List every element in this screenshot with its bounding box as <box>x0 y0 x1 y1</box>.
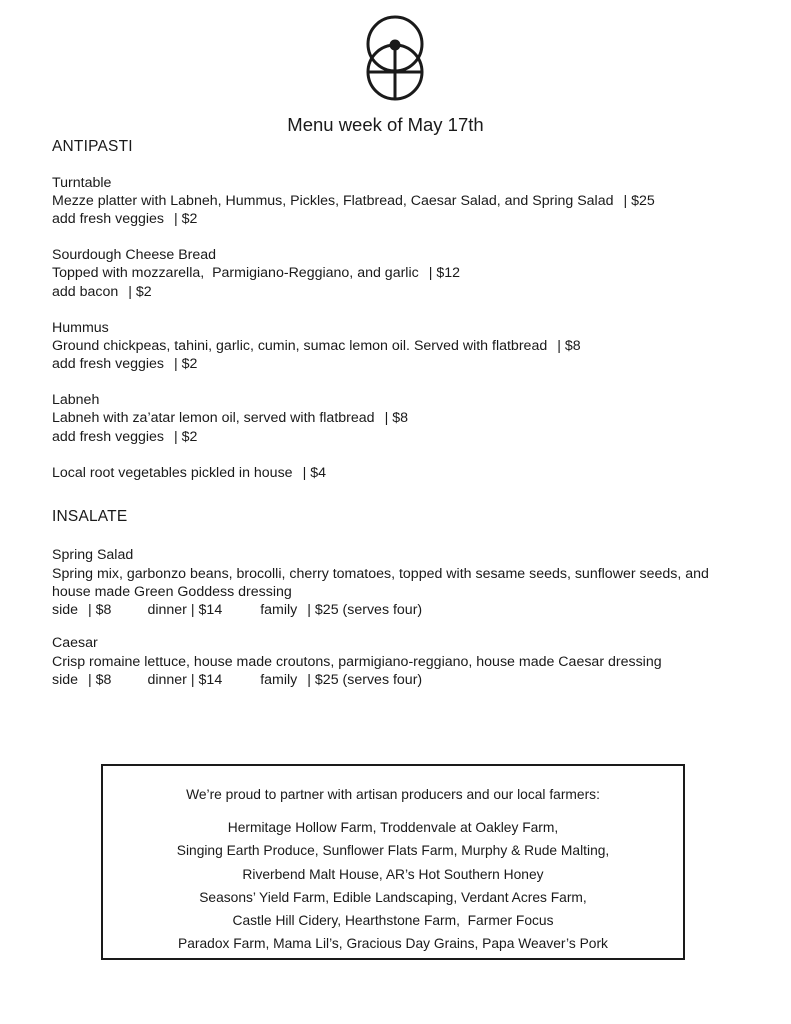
item-desc-labneh <box>52 409 408 427</box>
circle-cross-logo-icon <box>363 14 427 104</box>
size-side: side <box>52 602 79 618</box>
partners-line: Paradox Farm, Mama Lil’s, Gracious Day Grains, Papa Weaver’s Pork <box>178 936 608 952</box>
size-side-price: | $8 <box>88 672 112 688</box>
size-side-price: | $8 <box>88 602 112 618</box>
item-desc-sourdough <box>52 264 460 282</box>
section-heading-antipasti: ANTIPASTI <box>52 138 133 155</box>
item-desc: Local root vegetables pickled in house <box>52 465 293 481</box>
addon-price: | $2 <box>128 284 152 300</box>
item-name-spring-salad: Spring Salad <box>52 547 134 563</box>
size-family-price: | $25 (serves four) <box>307 602 423 618</box>
item-price: | $25 <box>623 193 655 209</box>
size-family-price: | $25 (serves four) <box>307 672 423 688</box>
addon-label: add fresh veggies <box>52 211 164 227</box>
item-desc-hummus <box>52 337 581 355</box>
partners-line: Riverbend Malt House, AR’s Hot Southern Honey <box>242 866 544 882</box>
size-dinner-price: | $14 <box>190 672 223 688</box>
item-desc-turntable <box>52 192 655 210</box>
partners-line: Castle Hill Cidery, Hearthstone Farm, Farmer Focus <box>232 913 554 929</box>
partners-line: Singing Earth Produce, Sunflower Flats Farm, Murphy & Rude Malting, <box>176 843 610 859</box>
item-addon-hummus <box>52 355 197 373</box>
item-name-sourdough: Sourdough Cheese Bread <box>52 247 217 263</box>
item-price: | $4 <box>302 465 326 481</box>
partners-line: Hermitage Hollow Farm, Troddenvale at Oakley Farm, <box>227 820 559 835</box>
item-name-labneh: Labneh <box>52 392 100 408</box>
item-addon-sourdough <box>52 283 152 301</box>
addon-label: add fresh veggies <box>52 429 164 445</box>
partners-list <box>103 816 683 956</box>
size-dinner: dinner <box>147 602 187 618</box>
addon-price: | $2 <box>174 211 198 227</box>
size-family: family <box>260 602 298 618</box>
item-addon-turntable <box>52 210 197 228</box>
item-name-hummus: Hummus <box>52 320 109 336</box>
page-title: Menu week of May 17th <box>287 114 484 135</box>
item-desc-caesar: Crisp romaine lettuce, house made croutons, parmigiano-reggiano, house made Caesar dressing <box>52 654 662 670</box>
section-heading-insalate: INSALATE <box>52 508 128 525</box>
size-dinner-price: | $14 <box>190 602 223 618</box>
item-desc-pickles <box>52 464 326 482</box>
item-desc: Ground chickpeas, tahini, garlic, cumin, sumac lemon oil. Served with flatbread <box>52 338 548 354</box>
item-price: | $8 <box>384 410 408 426</box>
addon-price: | $2 <box>174 429 198 445</box>
item-desc-spring-salad: Spring mix, garbonzo beans, brocolli, cherry tomatoes, topped with sesame seeds, sunflower seeds, and house made Green Goddess dressing <box>52 566 709 600</box>
size-side: side <box>52 672 79 688</box>
item-desc: Labneh with za’atar lemon oil, served with flatbread <box>52 410 375 426</box>
item-name-turntable: Turntable <box>52 175 112 191</box>
addon-price: | $2 <box>174 356 198 372</box>
item-addon-labneh <box>52 428 197 446</box>
item-sizes-spring-salad <box>52 601 422 619</box>
item-name-caesar: Caesar <box>52 635 98 651</box>
size-family: family <box>260 672 298 688</box>
partners-box <box>101 764 685 960</box>
item-desc: Mezze platter with Labneh, Hummus, Pickles, Flatbread, Caesar Salad, and Spring Salad <box>52 193 614 209</box>
item-price: | $8 <box>557 338 581 354</box>
item-price: | $12 <box>428 265 461 281</box>
partners-intro: We’re proud to partner with artisan producers and our local farmers: <box>186 787 600 802</box>
addon-label: add bacon <box>52 284 119 300</box>
partners-line: Seasons’ Yield Farm, Edible Landscaping, Verdant Acres Farm, <box>199 889 587 905</box>
item-desc: Topped with mozzarella, Parmigiano-Reggiano, and garlic <box>52 265 419 281</box>
addon-label: add fresh veggies <box>52 356 164 372</box>
item-sizes-caesar <box>52 671 422 689</box>
size-dinner: dinner <box>147 672 187 688</box>
